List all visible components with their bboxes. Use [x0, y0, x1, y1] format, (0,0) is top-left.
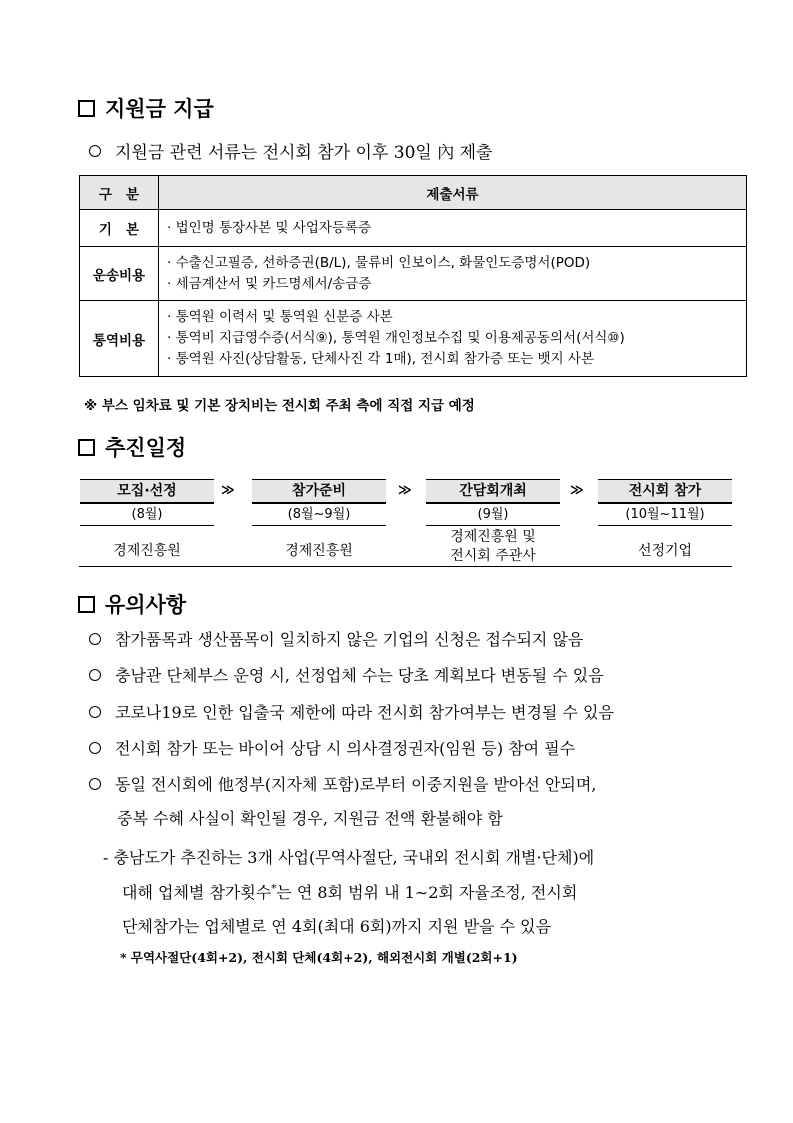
- bullet-text: 지원금 관련 서류는 전시회 참가 이후 30일 內 제출: [115, 143, 493, 163]
- checkbox-square-icon: [78, 439, 95, 456]
- document-line: · 통역비 지급영수증(서식⑨), 통역원 개인정보수집 및 이용제공동의서(서식⑩): [167, 330, 625, 346]
- step-period: (8월): [80, 504, 214, 526]
- bullet-item: [89, 138, 492, 163]
- document-line: · 세금계산서 및 카드명세서/송금증: [167, 275, 372, 292]
- document-line: · 통역원 이력서 및 통역원 신분증 사본: [167, 309, 393, 325]
- circle-bullet-icon: [89, 145, 101, 157]
- document-line: · 법인명 통장사본 및 사업자등록증: [167, 219, 372, 236]
- bullet-text: 전시회 참가 또는 바이어 상담 시 의사결정권자(임원 등) 참여 필수: [115, 739, 576, 758]
- circle-bullet-icon: [89, 742, 101, 754]
- table-row: [80, 301, 747, 377]
- header-documents: 제출서류: [159, 176, 747, 210]
- document-line: · 수출신고필증, 선하증권(B/L), 물류비 인보이스, 화물인도증명서(POD): [167, 254, 591, 271]
- schedule-step: [80, 479, 214, 560]
- arrow-icon: ≫: [570, 483, 584, 498]
- bullet-item: [89, 627, 583, 650]
- section-heading-notes: [78, 589, 186, 619]
- circle-bullet-icon: [89, 778, 101, 790]
- bullet-item: [89, 736, 575, 759]
- header-category: 구 분: [80, 176, 159, 210]
- section-heading-schedule: [78, 432, 186, 462]
- row-category: 운송비용: [80, 247, 159, 301]
- bullet-text: 코로나19로 인한 입출국 제한에 따라 전시회 참가여부는 변경될 수 있음: [115, 703, 614, 722]
- dash-item-line: [122, 880, 577, 903]
- schedule-step: [426, 479, 560, 566]
- step-owner: [426, 528, 560, 566]
- step-owner: 선정기업: [637, 543, 693, 559]
- row-category: 기 본: [80, 210, 159, 247]
- bullet-item: [89, 700, 614, 723]
- bullet-continuation: 중복 수혜 사실이 확인될 경우, 지원금 전액 환불해야 함: [117, 809, 503, 828]
- divider: [79, 566, 732, 567]
- table-header-row: [80, 176, 747, 210]
- section-title: 유의사항: [105, 593, 187, 617]
- row-category: 통역비용: [80, 301, 159, 377]
- arrow-icon: ≫: [221, 483, 235, 498]
- section-heading-support: [78, 93, 214, 123]
- step-owner-line: 전시회 주관사: [450, 548, 536, 564]
- step-name: 참가준비: [252, 479, 386, 504]
- checkbox-square-icon: [78, 100, 95, 117]
- circle-bullet-icon: [89, 633, 101, 645]
- schedule-step: [598, 479, 732, 560]
- dash-item-line: - 충남도가 추진하는 3개 사업(무역사절단, 국내외 전시회 개별·단체)에: [103, 848, 595, 867]
- bullet-text: 동일 전시회에 他정부(지자체 포함)로부터 이중지원을 받아선 안되며,: [115, 775, 597, 794]
- footnote-marker: *: [271, 883, 277, 895]
- dash-text: 대해 업체별 참가횟수: [122, 883, 272, 902]
- section-title: 추진일정: [105, 436, 187, 460]
- row-documents: [159, 247, 747, 301]
- documents-table: [79, 175, 747, 377]
- table-row: [80, 210, 747, 247]
- row-documents: [159, 210, 747, 247]
- step-period: (9월): [426, 504, 560, 526]
- schedule-step: [252, 479, 386, 560]
- step-name: 모집·선정: [80, 479, 214, 504]
- dash-item-line: 단체참가는 업체별로 연 4회(최대 6회)까지 지원 받을 수 있음: [122, 917, 552, 936]
- circle-bullet-icon: [89, 706, 101, 718]
- bullet-text: 충남관 단체부스 운영 시, 선정업체 수는 당초 계획보다 변동될 수 있음: [115, 666, 604, 685]
- step-period: (8월~9월): [252, 504, 386, 526]
- row-documents: [159, 301, 747, 377]
- circle-bullet-icon: [89, 669, 101, 681]
- bullet-item: [89, 772, 596, 795]
- step-name: 간담회개최: [426, 479, 560, 504]
- step-period: (10월~11월): [598, 504, 732, 526]
- footnote: * 무역사절단(4회+2), 전시회 단체(4회+2), 해외전시회 개별(2회+1): [120, 950, 518, 965]
- bullet-item: [89, 663, 604, 686]
- checkbox-square-icon: [78, 596, 95, 613]
- step-owner: 경제진흥원: [113, 543, 181, 559]
- arrow-icon: ≫: [398, 483, 412, 498]
- section-title: 지원금 지급: [105, 97, 214, 121]
- step-name: 전시회 참가: [598, 479, 732, 504]
- document-line: · 통역원 사진(상담활동, 단체사진 각 1매), 전시회 참가증 또는 뱃지 사본: [167, 351, 595, 367]
- step-owner: 경제진흥원: [285, 543, 353, 559]
- dash-text: 는 연 8회 범위 내 1∼2회 자율조정, 전시회: [276, 883, 578, 902]
- table-note: ※ 부스 임차료 및 기본 장치비는 전시회 주최 측에 직접 지급 예정: [84, 398, 475, 414]
- step-owner-line: 경제진흥원 및: [450, 529, 536, 545]
- bullet-text: 참가품목과 생산품목이 일치하지 않은 기업의 신청은 접수되지 않음: [115, 630, 584, 649]
- table-row: [80, 247, 747, 301]
